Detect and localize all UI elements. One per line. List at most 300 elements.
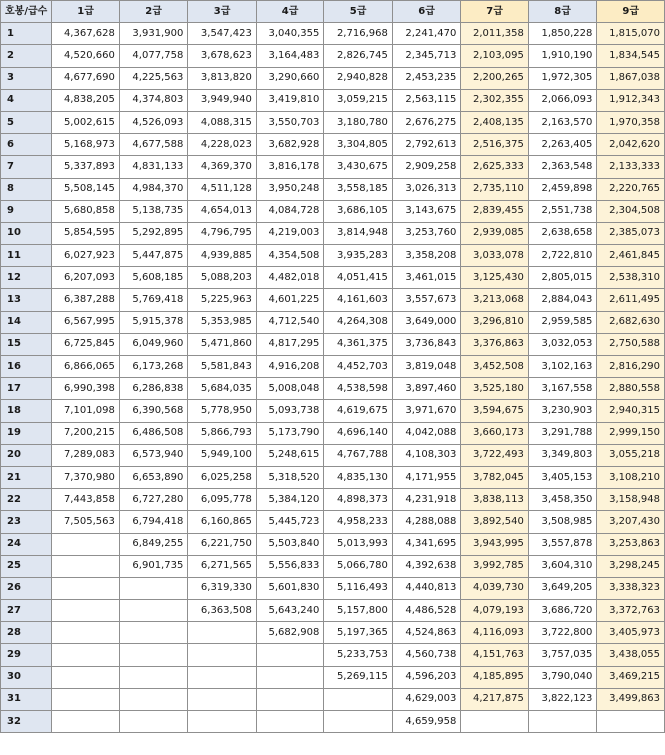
table-row [1, 311, 665, 333]
salary-cell [119, 644, 187, 666]
salary-cell: 3,897,460 [392, 378, 460, 400]
salary-cell: 4,116,093 [461, 622, 529, 644]
salary-cell [256, 644, 324, 666]
salary-cell: 6,095,778 [188, 489, 256, 511]
salary-cell: 2,999,150 [597, 422, 665, 444]
salary-cell: 6,160,865 [188, 511, 256, 533]
salary-cell: 2,459,898 [528, 178, 596, 200]
salary-cell: 3,458,350 [528, 489, 596, 511]
salary-cell: 5,854,595 [52, 222, 120, 244]
salary-cell [119, 600, 187, 622]
salary-cell: 4,051,415 [324, 267, 392, 289]
salary-cell: 3,816,178 [256, 156, 324, 178]
salary-cell: 6,319,330 [188, 577, 256, 599]
salary-cell: 6,727,280 [119, 489, 187, 511]
salary-cell: 4,039,730 [461, 577, 529, 599]
salary-cell: 4,838,205 [52, 89, 120, 111]
salary-cell: 3,508,985 [528, 511, 596, 533]
salary-cell: 3,296,810 [461, 311, 529, 333]
salary-cell: 3,649,000 [392, 311, 460, 333]
salary-cell: 2,516,375 [461, 134, 529, 156]
salary-cell: 2,816,290 [597, 356, 665, 378]
salary-cell: 2,066,093 [528, 89, 596, 111]
salary-cell: 1,910,190 [528, 45, 596, 67]
salary-cell: 2,302,355 [461, 89, 529, 111]
salary-cell: 4,151,763 [461, 644, 529, 666]
salary-cell: 4,486,528 [392, 600, 460, 622]
salary-cell: 4,984,370 [119, 178, 187, 200]
salary-cell: 3,430,675 [324, 156, 392, 178]
salary-cell: 3,298,245 [597, 555, 665, 577]
salary-cell [52, 577, 120, 599]
table-row [1, 511, 665, 533]
table-row [1, 67, 665, 89]
salary-cell: 4,288,088 [392, 511, 460, 533]
salary-cell: 3,253,760 [392, 222, 460, 244]
salary-cell: 4,596,203 [392, 666, 460, 688]
salary-cell: 6,653,890 [119, 466, 187, 488]
salary-cell: 4,511,128 [188, 178, 256, 200]
column-header: 1급 [52, 1, 120, 23]
salary-cell: 2,241,470 [392, 23, 460, 45]
salary-cell: 3,682,928 [256, 134, 324, 156]
salary-cell: 2,939,085 [461, 222, 529, 244]
salary-cell: 4,079,193 [461, 600, 529, 622]
salary-cell: 1,850,228 [528, 23, 596, 45]
salary-cell: 3,499,863 [597, 688, 665, 710]
salary-cell: 3,822,123 [528, 688, 596, 710]
step-cell: 26 [1, 577, 52, 599]
column-header: 5급 [324, 1, 392, 23]
step-cell: 7 [1, 156, 52, 178]
salary-cell: 3,040,355 [256, 23, 324, 45]
table-row [1, 289, 665, 311]
salary-cell: 3,722,800 [528, 622, 596, 644]
step-cell: 20 [1, 444, 52, 466]
salary-cell: 5,248,615 [256, 444, 324, 466]
salary-cell: 4,374,803 [119, 89, 187, 111]
salary-cell: 3,372,763 [597, 600, 665, 622]
salary-cell [597, 711, 665, 733]
salary-cell: 3,722,493 [461, 444, 529, 466]
table-row [1, 711, 665, 733]
salary-cell: 4,831,133 [119, 156, 187, 178]
salary-cell: 2,959,585 [528, 311, 596, 333]
salary-cell: 5,173,790 [256, 422, 324, 444]
step-cell: 23 [1, 511, 52, 533]
salary-cell: 5,445,723 [256, 511, 324, 533]
salary-cell: 4,088,315 [188, 111, 256, 133]
salary-cell: 3,931,900 [119, 23, 187, 45]
salary-cell [52, 644, 120, 666]
salary-cell: 3,055,218 [597, 444, 665, 466]
salary-cell: 4,219,003 [256, 222, 324, 244]
table-row [1, 267, 665, 289]
step-cell: 13 [1, 289, 52, 311]
salary-cell: 3,349,803 [528, 444, 596, 466]
salary-cell: 4,560,738 [392, 644, 460, 666]
column-header: 6급 [392, 1, 460, 23]
salary-cell: 1,834,545 [597, 45, 665, 67]
salary-cell: 5,008,048 [256, 378, 324, 400]
salary-cell: 5,769,418 [119, 289, 187, 311]
salary-cell: 6,271,565 [188, 555, 256, 577]
salary-cell: 3,950,248 [256, 178, 324, 200]
table-row [1, 400, 665, 422]
column-header: 8급 [528, 1, 596, 23]
salary-cell: 3,033,078 [461, 245, 529, 267]
salary-cell: 3,469,215 [597, 666, 665, 688]
table-row [1, 23, 665, 45]
salary-cell [52, 622, 120, 644]
salary-cell: 6,990,398 [52, 378, 120, 400]
salary-cell: 2,839,455 [461, 200, 529, 222]
salary-cell: 6,390,568 [119, 400, 187, 422]
salary-cell: 5,866,793 [188, 422, 256, 444]
salary-cell: 2,163,570 [528, 111, 596, 133]
salary-cell [461, 711, 529, 733]
step-cell: 9 [1, 200, 52, 222]
step-cell: 17 [1, 378, 52, 400]
salary-cell: 1,970,358 [597, 111, 665, 133]
step-cell: 31 [1, 688, 52, 710]
salary-cell: 5,556,833 [256, 555, 324, 577]
table-row [1, 688, 665, 710]
salary-cell: 2,735,110 [461, 178, 529, 200]
salary-cell: 3,059,215 [324, 89, 392, 111]
salary-cell: 2,042,620 [597, 134, 665, 156]
salary-cell: 3,207,430 [597, 511, 665, 533]
salary-cell: 3,032,053 [528, 333, 596, 355]
salary-cell: 2,453,235 [392, 67, 460, 89]
salary-cell: 4,601,225 [256, 289, 324, 311]
salary-cell: 1,912,343 [597, 89, 665, 111]
table-row [1, 666, 665, 688]
salary-cell: 7,370,980 [52, 466, 120, 488]
salary-cell: 3,167,558 [528, 378, 596, 400]
salary-cell: 3,992,785 [461, 555, 529, 577]
salary-cell: 2,103,095 [461, 45, 529, 67]
step-cell: 29 [1, 644, 52, 666]
salary-cell [119, 666, 187, 688]
table-row [1, 489, 665, 511]
salary-cell [256, 688, 324, 710]
salary-cell: 2,611,495 [597, 289, 665, 311]
salary-cell: 5,066,780 [324, 555, 392, 577]
salary-cell: 2,676,275 [392, 111, 460, 133]
salary-cell [188, 622, 256, 644]
salary-cell: 4,712,540 [256, 311, 324, 333]
salary-cell: 3,230,903 [528, 400, 596, 422]
salary-cell: 5,471,860 [188, 333, 256, 355]
salary-cell [188, 688, 256, 710]
salary-cell: 4,482,018 [256, 267, 324, 289]
salary-cell: 2,750,588 [597, 333, 665, 355]
table-row [1, 555, 665, 577]
salary-cell: 3,557,673 [392, 289, 460, 311]
step-cell: 27 [1, 600, 52, 622]
column-header: 3급 [188, 1, 256, 23]
table-row [1, 577, 665, 599]
salary-cell: 5,088,203 [188, 267, 256, 289]
step-cell: 24 [1, 533, 52, 555]
salary-cell: 3,813,820 [188, 67, 256, 89]
salary-cell: 3,525,180 [461, 378, 529, 400]
table-row [1, 178, 665, 200]
salary-cell: 4,084,728 [256, 200, 324, 222]
salary-cell: 4,835,130 [324, 466, 392, 488]
salary-cell: 5,508,145 [52, 178, 120, 200]
table-row [1, 356, 665, 378]
salary-cell: 6,027,923 [52, 245, 120, 267]
salary-cell: 4,161,603 [324, 289, 392, 311]
salary-cell: 2,220,765 [597, 178, 665, 200]
salary-cell: 4,659,958 [392, 711, 460, 733]
salary-cell: 3,935,283 [324, 245, 392, 267]
step-cell: 8 [1, 178, 52, 200]
salary-cell: 6,725,845 [52, 333, 120, 355]
salary-cell: 4,538,598 [324, 378, 392, 400]
salary-cell: 7,505,563 [52, 511, 120, 533]
salary-cell: 1,815,070 [597, 23, 665, 45]
salary-cell: 5,601,830 [256, 577, 324, 599]
salary-cell: 4,228,023 [188, 134, 256, 156]
salary-cell: 5,643,240 [256, 600, 324, 622]
step-cell: 32 [1, 711, 52, 733]
salary-cell [528, 711, 596, 733]
salary-cell: 4,042,088 [392, 422, 460, 444]
salary-cell [256, 711, 324, 733]
salary-cell: 5,318,520 [256, 466, 324, 488]
step-cell: 21 [1, 466, 52, 488]
salary-cell: 3,164,483 [256, 45, 324, 67]
salary-cell: 3,405,973 [597, 622, 665, 644]
salary-cell: 7,101,098 [52, 400, 120, 422]
salary-cell: 3,026,313 [392, 178, 460, 200]
table-row [1, 134, 665, 156]
salary-cell: 3,290,660 [256, 67, 324, 89]
table-row [1, 89, 665, 111]
salary-cell [119, 622, 187, 644]
salary-cell: 5,608,185 [119, 267, 187, 289]
salary-cell: 2,345,713 [392, 45, 460, 67]
salary-cell: 3,253,863 [597, 533, 665, 555]
salary-cell: 5,002,615 [52, 111, 120, 133]
salary-cell: 5,384,120 [256, 489, 324, 511]
table-header-row [1, 1, 665, 23]
salary-cell: 3,438,055 [597, 644, 665, 666]
salary-cell: 5,116,493 [324, 577, 392, 599]
salary-cell: 2,363,548 [528, 156, 596, 178]
salary-cell: 4,696,140 [324, 422, 392, 444]
salary-cell: 4,767,788 [324, 444, 392, 466]
salary-cell: 3,686,720 [528, 600, 596, 622]
salary-cell: 5,168,973 [52, 134, 120, 156]
salary-cell: 4,231,918 [392, 489, 460, 511]
step-cell: 22 [1, 489, 52, 511]
column-header: 2급 [119, 1, 187, 23]
salary-cell: 5,447,875 [119, 245, 187, 267]
salary-cell: 2,200,265 [461, 67, 529, 89]
salary-cell: 6,901,735 [119, 555, 187, 577]
salary-cell: 3,678,623 [188, 45, 256, 67]
salary-cell: 4,817,295 [256, 333, 324, 355]
salary-cell: 2,011,358 [461, 23, 529, 45]
salary-cell: 3,686,105 [324, 200, 392, 222]
salary-cell: 4,520,660 [52, 45, 120, 67]
table-row [1, 200, 665, 222]
salary-cell: 4,654,013 [188, 200, 256, 222]
salary-cell: 3,943,995 [461, 533, 529, 555]
salary-cell: 3,660,173 [461, 422, 529, 444]
salary-cell: 2,826,745 [324, 45, 392, 67]
step-cell: 15 [1, 333, 52, 355]
salary-cell [119, 711, 187, 733]
table-row [1, 600, 665, 622]
salary-cell: 2,909,258 [392, 156, 460, 178]
salary-cell: 5,581,843 [188, 356, 256, 378]
salary-cell: 4,108,303 [392, 444, 460, 466]
salary-cell: 4,225,563 [119, 67, 187, 89]
salary-cell: 3,949,940 [188, 89, 256, 111]
salary-cell: 2,461,845 [597, 245, 665, 267]
salary-cell: 2,722,810 [528, 245, 596, 267]
salary-cell: 4,526,093 [119, 111, 187, 133]
salary-cell: 7,289,083 [52, 444, 120, 466]
salary-cell: 3,405,153 [528, 466, 596, 488]
salary-cell: 4,369,370 [188, 156, 256, 178]
salary-cell: 3,547,423 [188, 23, 256, 45]
salary-cell: 3,338,323 [597, 577, 665, 599]
salary-cell: 3,102,163 [528, 356, 596, 378]
salary-cell: 4,677,588 [119, 134, 187, 156]
salary-cell: 2,538,310 [597, 267, 665, 289]
salary-cell: 6,363,508 [188, 600, 256, 622]
salary-cell: 3,782,045 [461, 466, 529, 488]
salary-cell: 4,077,758 [119, 45, 187, 67]
salary-cell: 3,557,878 [528, 533, 596, 555]
salary-cell: 5,292,895 [119, 222, 187, 244]
step-cell: 16 [1, 356, 52, 378]
table-row [1, 622, 665, 644]
salary-cell [52, 666, 120, 688]
salary-cell: 4,217,875 [461, 688, 529, 710]
step-cell: 2 [1, 45, 52, 67]
salary-cell: 2,792,613 [392, 134, 460, 156]
table-row [1, 156, 665, 178]
salary-cell: 6,207,093 [52, 267, 120, 289]
salary-cell: 3,158,948 [597, 489, 665, 511]
salary-cell: 5,680,858 [52, 200, 120, 222]
salary-cell: 4,185,895 [461, 666, 529, 688]
salary-cell: 6,286,838 [119, 378, 187, 400]
salary-cell: 3,180,780 [324, 111, 392, 133]
salary-cell: 3,419,810 [256, 89, 324, 111]
salary-cell: 7,200,215 [52, 422, 120, 444]
salary-cell: 2,385,073 [597, 222, 665, 244]
salary-cell: 6,866,065 [52, 356, 120, 378]
step-cell: 28 [1, 622, 52, 644]
column-header: 7급 [461, 1, 529, 23]
salary-cell: 3,452,508 [461, 356, 529, 378]
salary-cell [52, 711, 120, 733]
step-cell: 11 [1, 245, 52, 267]
salary-cell: 1,867,038 [597, 67, 665, 89]
step-cell: 25 [1, 555, 52, 577]
salary-cell: 2,940,315 [597, 400, 665, 422]
salary-cell: 2,880,558 [597, 378, 665, 400]
salary-cell: 3,213,068 [461, 289, 529, 311]
salary-cell [188, 711, 256, 733]
step-cell: 1 [1, 23, 52, 45]
salary-cell: 1,972,305 [528, 67, 596, 89]
salary-cell [324, 711, 392, 733]
salary-cell: 2,940,828 [324, 67, 392, 89]
salary-cell: 3,461,015 [392, 267, 460, 289]
salary-cell: 5,915,378 [119, 311, 187, 333]
salary-cell: 3,790,040 [528, 666, 596, 688]
salary-cell: 5,225,963 [188, 289, 256, 311]
table-row [1, 111, 665, 133]
step-cell: 4 [1, 89, 52, 111]
salary-cell: 2,716,968 [324, 23, 392, 45]
salary-cell [188, 666, 256, 688]
salary-cell: 5,269,115 [324, 666, 392, 688]
column-header: 9급 [597, 1, 665, 23]
salary-cell: 6,573,940 [119, 444, 187, 466]
salary-cell [52, 688, 120, 710]
salary-cell: 6,173,268 [119, 356, 187, 378]
salary-cell: 4,452,703 [324, 356, 392, 378]
salary-cell: 2,805,015 [528, 267, 596, 289]
step-cell: 14 [1, 311, 52, 333]
table-row [1, 422, 665, 444]
salary-cell: 5,503,840 [256, 533, 324, 555]
table-row [1, 644, 665, 666]
salary-cell: 5,157,800 [324, 600, 392, 622]
salary-cell: 5,684,035 [188, 378, 256, 400]
table-row [1, 333, 665, 355]
step-cell: 5 [1, 111, 52, 133]
salary-cell [119, 577, 187, 599]
salary-cell: 4,677,690 [52, 67, 120, 89]
salary-cell: 5,949,100 [188, 444, 256, 466]
salary-cell: 6,567,995 [52, 311, 120, 333]
salary-cell: 3,358,208 [392, 245, 460, 267]
salary-cell: 4,796,795 [188, 222, 256, 244]
salary-cell: 4,440,813 [392, 577, 460, 599]
salary-cell: 2,133,333 [597, 156, 665, 178]
salary-cell [52, 533, 120, 555]
salary-cell: 3,304,805 [324, 134, 392, 156]
step-cell: 10 [1, 222, 52, 244]
salary-cell: 4,524,863 [392, 622, 460, 644]
salary-cell: 3,814,948 [324, 222, 392, 244]
step-cell: 19 [1, 422, 52, 444]
salary-cell: 2,682,630 [597, 311, 665, 333]
salary-cell: 2,638,658 [528, 222, 596, 244]
salary-cell: 2,551,738 [528, 200, 596, 222]
salary-cell: 3,819,048 [392, 356, 460, 378]
salary-cell: 6,221,750 [188, 533, 256, 555]
salary-cell: 3,757,035 [528, 644, 596, 666]
salary-cell: 5,093,738 [256, 400, 324, 422]
salary-cell: 2,304,508 [597, 200, 665, 222]
salary-cell: 6,849,255 [119, 533, 187, 555]
table-row [1, 222, 665, 244]
salary-cell [188, 644, 256, 666]
salary-cell: 3,736,843 [392, 333, 460, 355]
